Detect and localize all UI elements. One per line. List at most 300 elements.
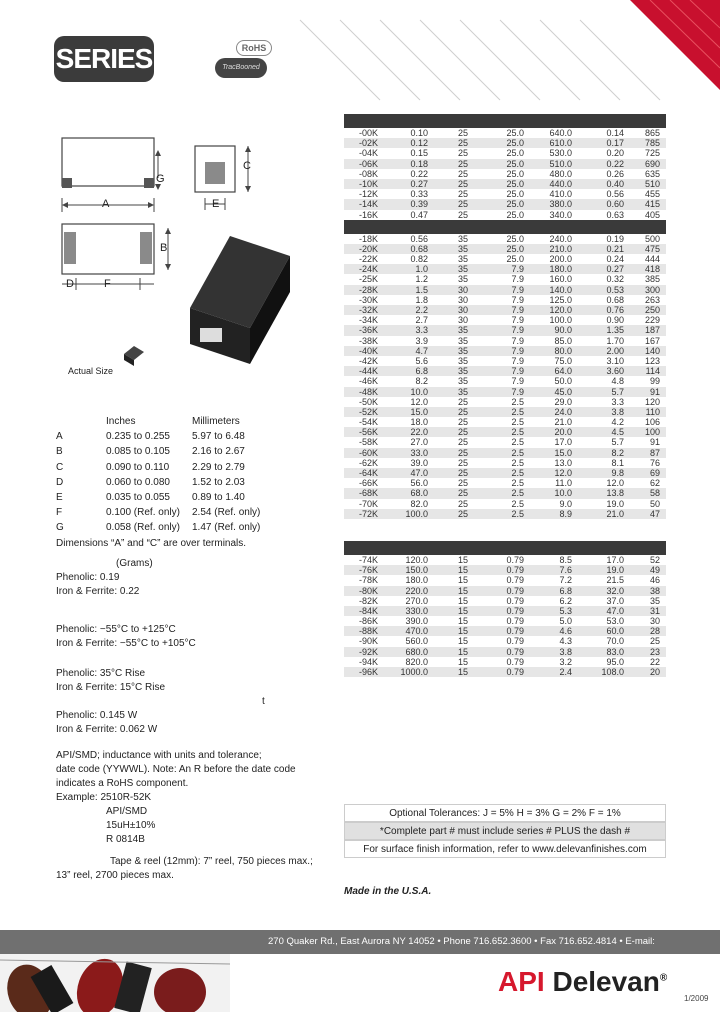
table-cell: 415 (644, 199, 660, 210)
table-cell: 15 (457, 595, 468, 606)
table-cell: 35 (457, 274, 468, 285)
table-cell: 7.9 (511, 376, 524, 387)
table-cell: 300 (644, 284, 660, 295)
table-cell: 25 (649, 636, 660, 647)
table-cell: -72K (358, 508, 378, 519)
table-cell: 24.0 (554, 406, 572, 417)
dimension-row (56, 475, 260, 490)
table-cell: 7.9 (511, 355, 524, 366)
table-cell: 25 (457, 427, 468, 438)
table-cell: -56K (358, 427, 378, 438)
table-cell: 0.79 (506, 605, 524, 616)
logo-name: Delevan (544, 966, 660, 997)
table-cell: 25 (457, 128, 468, 138)
table-cell: 32.0 (606, 585, 624, 596)
table-cell: 22 (649, 656, 660, 667)
table-cell: 0.40 (606, 178, 624, 189)
marking-example: Example: 2510R-52K (56, 792, 152, 803)
table-cell: 7.9 (511, 345, 524, 356)
table-cell: 1.8 (415, 294, 428, 305)
table-cell: 4.8 (611, 376, 624, 387)
dim-label-c: C (243, 160, 251, 172)
table-cell: 90.0 (554, 325, 572, 336)
table-cell: -48K (358, 386, 378, 397)
table-cell: 7.2 (559, 575, 572, 586)
table-cell: 3.3 (415, 325, 428, 336)
table-cell: 0.15 (410, 148, 428, 159)
table-cell: 35 (457, 386, 468, 397)
table-cell: 25 (457, 488, 468, 499)
api-delevan-logo (498, 966, 667, 998)
table-cell: -84K (358, 605, 378, 616)
table-cell: -06K (358, 158, 378, 169)
table-cell: -18K (358, 233, 378, 244)
dimension-inches: 0.060 to 0.080 (106, 476, 170, 488)
table-cell: 87 (649, 447, 660, 458)
table-cell: 5.7 (611, 437, 624, 448)
table-cell: 25.0 (506, 254, 524, 265)
table-cell: 785 (644, 138, 660, 149)
table-cell: 25.0 (506, 178, 524, 189)
traceability-logo: TracBooned (215, 58, 267, 78)
table-cell: 0.10 (410, 128, 428, 138)
table-cell: 0.79 (506, 616, 524, 627)
table-cell: 69 (649, 468, 660, 478)
table-cell: 0.79 (506, 636, 524, 647)
table-row (344, 586, 666, 596)
table-cell: 12.0 (554, 468, 572, 478)
table-row (344, 254, 666, 264)
table-cell: -66K (358, 478, 378, 489)
table-cell: 6.8 (559, 585, 572, 596)
table-cell: -16K (358, 209, 378, 220)
table-row (344, 478, 666, 488)
table-cell: 9.8 (611, 468, 624, 478)
table-row (344, 555, 666, 565)
table-row (344, 417, 666, 427)
dimension-mm: 2.29 to 2.79 (192, 461, 245, 473)
table-cell: 0.79 (506, 575, 524, 586)
table-cell: 0.79 (506, 585, 524, 596)
table-cell: -12K (358, 189, 378, 200)
table-cell: 180.0 (405, 575, 428, 586)
table-cell: -50K (358, 396, 378, 407)
part-number-note: *Complete part # must include series # PLUS the dash # (344, 822, 666, 840)
dimensions-table (56, 414, 260, 551)
table-cell: 25 (457, 498, 468, 509)
table-cell: 229 (644, 315, 660, 326)
table-cell: 0.79 (506, 554, 524, 565)
table-cell: 25.0 (506, 138, 524, 149)
table-cell: 0.12 (410, 138, 428, 149)
table-cell: 3.2 (559, 656, 572, 667)
table-cell: 7.9 (511, 366, 524, 377)
table-row (344, 376, 666, 386)
table-cell: 8.9 (559, 508, 572, 519)
table-row (344, 565, 666, 575)
table-row (344, 244, 666, 254)
table-cell: 0.19 (606, 233, 624, 244)
table-cell: 21.5 (606, 575, 624, 586)
components-photo (0, 954, 230, 1012)
dimension-key: G (56, 522, 64, 534)
table-cell: 25.0 (506, 168, 524, 179)
table-cell: 25.0 (506, 209, 524, 220)
table-row (344, 366, 666, 376)
table-cell: 2.5 (511, 396, 524, 407)
table-section-ferrite (344, 555, 666, 677)
table-cell: 187 (644, 325, 660, 336)
outline-drawings (50, 128, 340, 388)
table-cell: 60.0 (606, 626, 624, 637)
table-cell: 380.0 (549, 199, 572, 210)
table-cell: 30 (457, 305, 468, 315)
dimension-row (56, 505, 260, 520)
table-cell: 3.9 (415, 335, 428, 346)
table-cell: 5.7 (611, 386, 624, 397)
table-cell: 18.0 (410, 417, 428, 428)
table-cell: 4.3 (559, 636, 572, 647)
table-cell: 2.4 (559, 667, 572, 677)
table-cell: -80K (358, 585, 378, 596)
table-row (344, 575, 666, 585)
table-cell: -64K (358, 468, 378, 478)
table-cell: 418 (644, 264, 660, 275)
rohs-logo: RoHS (236, 40, 272, 56)
rise-iron: Iron & Ferrite: 15°C Rise (56, 682, 166, 693)
table-cell: 7.9 (511, 294, 524, 305)
table-cell: 15 (457, 636, 468, 647)
table-cell: 17.0 (554, 437, 572, 448)
table-cell: 25 (457, 468, 468, 478)
table-row (344, 427, 666, 437)
table-cell: 0.79 (506, 667, 524, 677)
marking-line-3: indicates a RoHS component. (56, 778, 189, 789)
table-cell: 250 (644, 305, 660, 315)
table-cell: 4.2 (611, 417, 624, 428)
dimension-key: D (56, 476, 64, 488)
table-cell: 0.24 (606, 254, 624, 265)
table-row (344, 636, 666, 646)
table-cell: 30 (457, 284, 468, 295)
table-cell: 5.0 (559, 616, 572, 627)
dimension-key: E (56, 492, 63, 504)
marking-line-1: API/SMD; inductance with units and tolerance; (56, 750, 262, 761)
table-cell: 15 (457, 667, 468, 677)
table-cell: 530.0 (549, 148, 572, 159)
table-cell: 28 (649, 626, 660, 637)
table-cell: 35 (457, 355, 468, 366)
tolerance-box (344, 804, 666, 858)
dimension-key: A (56, 431, 63, 443)
table-cell: 91 (649, 386, 660, 397)
table-cell: 25.0 (506, 158, 524, 169)
table-cell: 470.0 (405, 626, 428, 637)
table-cell: 25 (457, 437, 468, 448)
table-row (344, 264, 666, 274)
surface-finish-note: For surface finish information, refer to www.delevanfinishes.com (344, 840, 666, 858)
table-cell: 0.53 (606, 284, 624, 295)
power-phenolic: Phenolic: 0.145 W (56, 710, 138, 721)
table-cell: -08K (358, 168, 378, 179)
table-cell: 106 (644, 417, 660, 428)
table-cell: -96K (358, 667, 378, 677)
table-cell: 35 (457, 345, 468, 356)
table-section-iron (344, 234, 666, 519)
table-cell: 7.9 (511, 335, 524, 346)
table-cell: 31 (649, 605, 660, 616)
table-cell: -70K (358, 498, 378, 509)
table-cell: 7.9 (511, 284, 524, 295)
example-line-3: R 0814B (106, 834, 145, 845)
table-row (344, 189, 666, 199)
table-cell: 15 (457, 656, 468, 667)
table-cell: 25.0 (506, 148, 524, 159)
table-cell: 25.0 (506, 128, 524, 138)
col-inches: Inches (106, 416, 136, 427)
table-cell: 50.0 (554, 376, 572, 387)
brand-corner-graphic (590, 0, 720, 100)
table-cell: 0.56 (410, 233, 428, 244)
table-cell: 56.0 (410, 478, 428, 489)
table-cell: 0.63 (606, 209, 624, 220)
dimension-row (56, 444, 260, 459)
table-cell: 2.5 (511, 457, 524, 468)
dim-label-g: G (156, 173, 165, 185)
table-cell: 25 (457, 189, 468, 200)
table-cell: 35 (457, 335, 468, 346)
table-row (344, 148, 666, 158)
table-cell: 19.0 (606, 565, 624, 576)
table-cell: 4.6 (559, 626, 572, 637)
table-cell: 11.0 (555, 478, 572, 489)
dimension-mm: 0.89 to 1.40 (192, 492, 245, 504)
table-cell: 1.2 (415, 274, 428, 285)
power-iron: Iron & Ferrite: 0.062 W (56, 724, 158, 735)
table-cell: -00K (358, 128, 378, 138)
table-row (344, 128, 666, 138)
table-cell: 13.0 (554, 457, 572, 468)
dimension-inches: 0.035 to 0.055 (106, 492, 170, 504)
table-row (344, 437, 666, 447)
series-badge: SERIES (54, 36, 154, 82)
table-cell: 49 (649, 565, 660, 576)
table-cell: 58 (649, 488, 660, 499)
table-row (344, 315, 666, 325)
dim-label-b: B (160, 242, 168, 254)
table-cell: -88K (358, 626, 378, 637)
table-cell: 19.0 (606, 498, 624, 509)
actual-size-label: Actual Size (68, 366, 114, 376)
weight-iron: Iron & Ferrite: 0.22 (56, 586, 140, 597)
table-row (344, 397, 666, 407)
dimension-mm: 2.54 (Ref. only) (192, 507, 261, 519)
table-cell: 53.0 (606, 616, 624, 627)
table-cell: 0.20 (606, 148, 624, 159)
table-cell: 444 (644, 254, 660, 265)
table-cell: 0.79 (506, 565, 524, 576)
table-cell: 475 (644, 243, 660, 254)
table-cell: 25 (457, 209, 468, 220)
table-cell: 690 (644, 158, 660, 169)
table-cell: 0.17 (606, 138, 624, 149)
table-cell: 25 (457, 417, 468, 428)
table-cell: 0.79 (506, 626, 524, 637)
table-cell: 330.0 (405, 605, 428, 616)
table-cell: 270.0 (405, 595, 428, 606)
table-cell: 2.5 (511, 488, 524, 499)
table-cell: 0.68 (410, 243, 428, 254)
section-header-bar (344, 541, 666, 555)
table-cell: 25 (457, 158, 468, 169)
table-cell: 2.00 (606, 345, 624, 356)
table-cell: 2.5 (511, 478, 524, 489)
table-cell: -32K (358, 305, 378, 315)
table-cell: -60K (358, 447, 378, 458)
table-cell: 1000.0 (400, 667, 428, 677)
table-cell: 820.0 (405, 656, 428, 667)
table-cell: -62K (358, 457, 378, 468)
table-cell: 3.60 (606, 366, 624, 377)
table-cell: -04K (358, 148, 378, 159)
table-row (344, 647, 666, 657)
table-cell: 6.2 (559, 595, 572, 606)
table-section-phenolic (344, 128, 666, 220)
table-cell: 4.7 (415, 345, 428, 356)
table-cell: 7.9 (511, 325, 524, 336)
table-cell: 725 (644, 148, 660, 159)
table-cell: 5.3 (559, 605, 572, 616)
table-cell: 0.22 (410, 168, 428, 179)
table-cell: 0.33 (410, 189, 428, 200)
dim-label-a: A (102, 198, 110, 210)
table-cell: 47 (649, 508, 660, 519)
table-cell: 865 (644, 128, 660, 138)
table-cell: 35 (457, 243, 468, 254)
table-cell: 0.32 (606, 274, 624, 285)
table-cell: 100 (644, 427, 660, 438)
table-cell: 2.7 (415, 315, 428, 326)
table-cell: 0.79 (506, 656, 524, 667)
table-cell: -78K (358, 575, 378, 586)
table-cell: -30K (358, 294, 378, 305)
table-cell: 120.0 (549, 305, 572, 315)
table-cell: -38K (358, 335, 378, 346)
table-cell: -44K (358, 366, 378, 377)
table-cell: 0.47 (410, 209, 428, 220)
table-row (344, 274, 666, 284)
table-cell: 500 (644, 233, 660, 244)
table-cell: -94K (358, 656, 378, 667)
table-cell: 25 (457, 168, 468, 179)
table-cell: -34K (358, 315, 378, 326)
table-row (344, 387, 666, 397)
table-row (344, 509, 666, 519)
table-cell: -10K (358, 178, 378, 189)
table-cell: 340.0 (549, 209, 572, 220)
table-cell: 0.18 (410, 158, 428, 169)
table-cell: 680.0 (405, 646, 428, 657)
table-cell: 35 (649, 595, 660, 606)
table-cell: 8.5 (559, 554, 572, 565)
table-cell: 95.0 (606, 656, 624, 667)
table-cell: 0.27 (606, 264, 624, 275)
table-row (344, 179, 666, 189)
table-cell: -52K (358, 406, 378, 417)
table-cell: 7.6 (559, 565, 572, 576)
table-cell: 76 (649, 457, 660, 468)
table-cell: 1.5 (415, 284, 428, 295)
table-cell: -25K (358, 274, 378, 285)
dimensions-note: Dimensions “A” and “C” are over terminals. (56, 537, 247, 549)
table-cell: 15.0 (554, 447, 572, 458)
table-row (344, 169, 666, 179)
table-cell: 7.9 (511, 264, 524, 275)
packaging-line-2: 13” reel, 2700 pieces max. (56, 870, 174, 881)
dimension-inches: 0.090 to 0.110 (106, 461, 170, 473)
table-cell: 27.0 (410, 437, 428, 448)
table-cell: 140.0 (549, 284, 572, 295)
table-cell: -14K (358, 199, 378, 210)
table-cell: 405 (644, 209, 660, 220)
table-cell: 0.79 (506, 646, 524, 657)
table-cell: 37.0 (606, 595, 624, 606)
table-cell: 210.0 (549, 243, 572, 254)
table-cell: 635 (644, 168, 660, 179)
table-cell: 25 (457, 457, 468, 468)
table-cell: 100.0 (549, 315, 572, 326)
table-cell: -86K (358, 616, 378, 627)
table-cell: 75.0 (554, 355, 572, 366)
table-cell: 25 (457, 178, 468, 189)
table-row (344, 657, 666, 667)
table-cell: 150.0 (405, 565, 428, 576)
table-cell: 108.0 (601, 667, 624, 677)
dimension-row (56, 490, 260, 505)
footer-contact: 270 Quaker Rd., East Aurora NY 14052 • Phone 716.652.3600 • Fax 716.652.4814 • E-mail: apisales@delevan.com • www.delevan.com (0, 930, 720, 954)
table-cell: 440.0 (549, 178, 572, 189)
table-row (344, 210, 666, 220)
table-cell: 6.8 (415, 366, 428, 377)
dimension-inches: 0.100 (Ref. only) (106, 507, 180, 519)
table-cell: 15 (457, 554, 468, 565)
dimension-key: C (56, 461, 64, 473)
table-cell: 2.5 (511, 508, 524, 519)
table-cell: -74K (358, 554, 378, 565)
weight-unit: (Grams) (116, 558, 153, 569)
table-cell: 13.8 (606, 488, 624, 499)
table-cell: 9.0 (559, 498, 572, 509)
table-cell: -42K (358, 355, 378, 366)
table-cell: 167 (644, 335, 660, 346)
table-row (344, 616, 666, 626)
table-cell: 15 (457, 646, 468, 657)
tolerance-options: Optional Tolerances: J = 5% H = 3% G = 2% F = 1% (344, 804, 666, 822)
table-cell: 25 (457, 199, 468, 210)
table-row (344, 325, 666, 335)
table-cell: 610.0 (549, 138, 572, 149)
table-cell: 560.0 (405, 636, 428, 647)
table-cell: -40K (358, 345, 378, 356)
table-row (344, 606, 666, 616)
table-row (344, 285, 666, 295)
table-cell: 2.5 (511, 498, 524, 509)
table-cell: 120 (644, 396, 660, 407)
table-cell: 12.0 (606, 478, 624, 489)
dimension-key: F (56, 507, 63, 519)
dimension-mm: 5.97 to 6.48 (192, 431, 245, 443)
table-cell: 25.0 (506, 199, 524, 210)
